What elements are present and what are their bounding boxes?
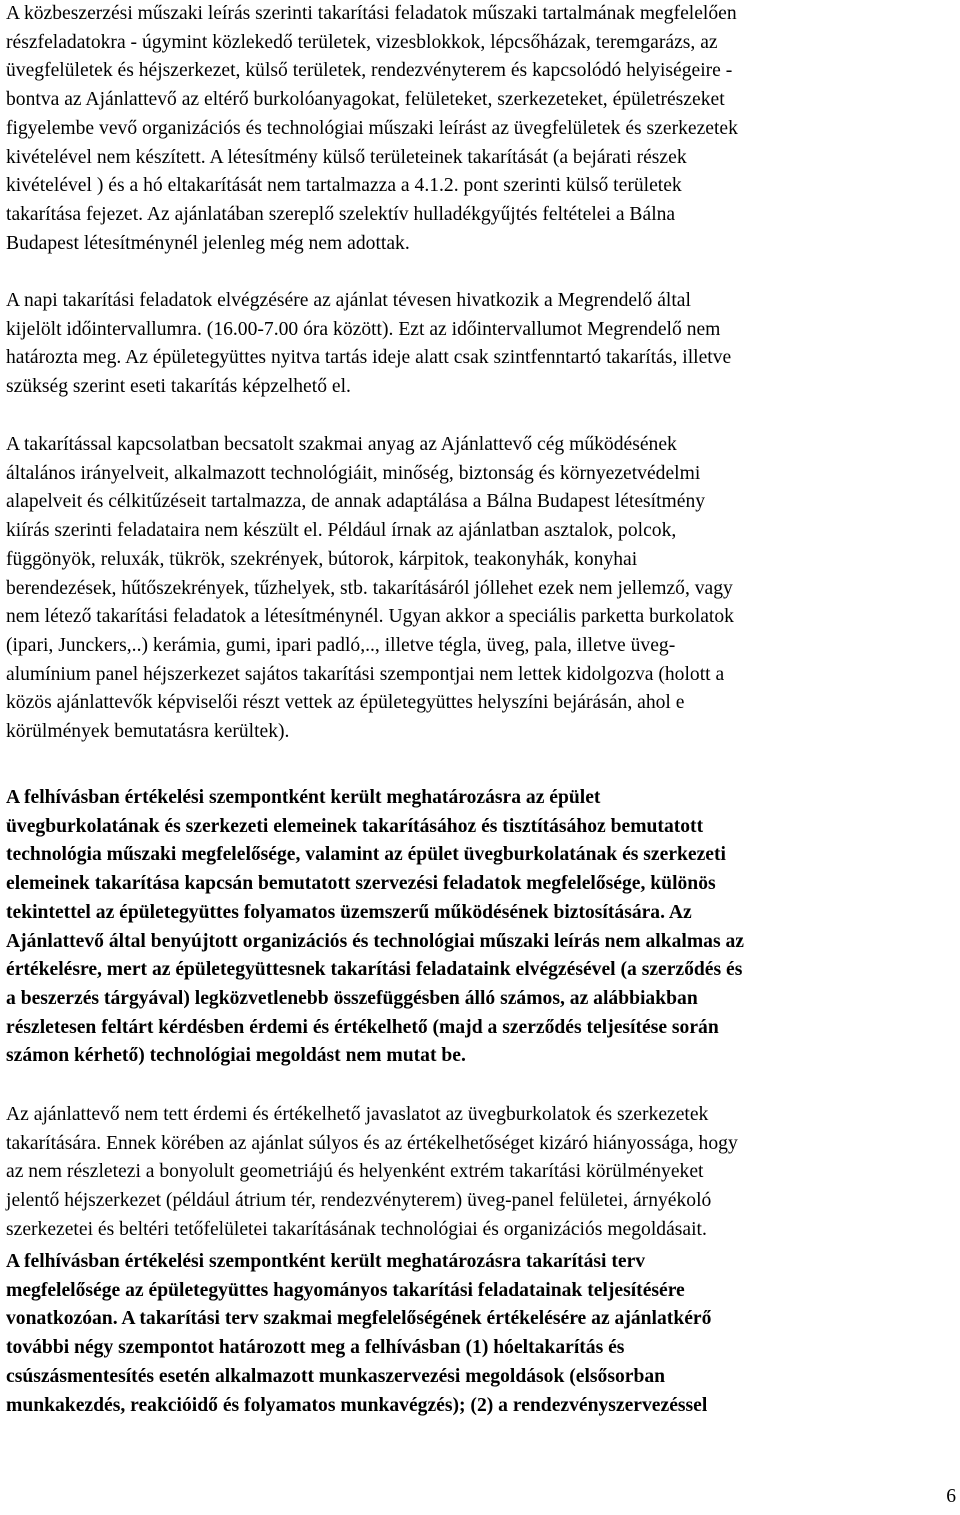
paragraph-cleaning-scope: A közbeszerzési műszaki leírás szerinti takarítási feladatok műszaki tartalmának megfelelően részfeladatokra - úgymint közlekedő területek, vizesblokkok, lépcsőházak, teremgarázs, az üvegfelületek és héjszerkezet, külső területek, rendezvényterem és kapcsolódó helyiségeire - bontva az Ajánlattevő az eltérő burkolóanyagokat, felületeket, szerkezeteket, épületrészeket figyelembe vevő organizációs és technológiai műszaki leírást az üvegfelületek és szerkezetek kivételével nem készített. A létesítmény külső területeinek takarítását (a bejárati részek kivételével ) és a hó eltakarítását nem tartalmazza a 4.1.2. pont szerinti külső területek takarítása fejezet. Az ajánlatában szereplő szelektív hulladékgyűjtés feltételei a Bálna Budapest létesítménynél jelenleg még nem adottak.: [6, 3, 738, 254]
paragraph-cleaning-plan-criteria: A felhívásban értékelési szempontként került meghatározásra takarítási terv megfelelősége az épületegyüttes hagyományos takarítási feladatainak teljesítésére vonatkozóan. A takarítási terv szakmai megfelelőségének értékelésére az ajánlatkérő további négy szempontot határozott meg a felhívásban (1) hóeltakarítás és csúszásmentesítés esetén alkalmazott munkaszervezési megoldások (elsősorban munkakezdés, reakcióidő és folyamatos munkavégzés); (2) a rendezvényszervezéssel: [6, 1251, 712, 1416]
paragraph-glass-evaluation-criteria: A felhívásban értékelési szempontként került meghatározásra az épület üvegburkolatának és szerkezeti elemeinek takarításához és tisztításához bemutatott technológia műszaki megfelelősége, valamint az épület üvegburkolatának és szerkezeti elemeinek takarítása kapcsán bemutatott szervezési feladatok megfelelősége, különös tekintettel az épületegyüttes folyamatos üzemszerű működésének biztosítására. Az Ajánlattevő által benyújtott organizációs és technológiai műszaki leírás nem alkalmas az értékelésre, mert az épületegyüttesnek takarítási feladataink elvégzésével (a szerződés és a beszerzés tárgyával) legközvetlenebb összefüggésben álló számos, az alábbiakban részletesen feltárt kérdésben érdemi és értékelhető (majd a szerződés teljesítése során számon kérhető) technológiai megoldást nem mutat be.: [6, 787, 744, 1067]
paragraph-submitted-material: A takarítással kapcsolatban becsatolt szakmai anyag az Ajánlattevő cég működésének általános irányelveit, alkalmazott technológiáit, minőség, biztonság és környezetvédelmi alapelveit és célkitűzéseit tartalmazza, de annak adaptálása a Bálna Budapest létesítmény kiírás szerinti feladataira nem készült el. Például írnak az ajánlatban asztalok, polcok, függönyök, reluxák, tükrök, szekrények, bútorok, kárpitok, teakonyhák, konyhai berendezések, hűtőszekrények, tűzhelyek, stb. takarításáról jóllehet ezek nem jellemző, vagy nem létező takarítási feladatok a létesítménynél. Ugyan akkor a speciális parketta burkolatok (ipari, Junckers,..) kerámia, gumi, ipari padló,.., illetve tégla, üveg, pala, illetve üveg- alumínium panel héjszerkezet sajátos takarítási szempontjai nem lettek kidolgozva (holott a közös ajánlattevők képviselői részt vettek az épületegyüttes helyszíni bejárásán, ahol e körülmények bemutatásra kerültek).: [6, 434, 734, 743]
page-number: 6: [946, 1486, 956, 1507]
paragraph-glass-proposal-deficiency: Az ajánlattevő nem tett érdemi és értékelhető javaslatot az üvegburkolatok és szerkezetek takarítására. Ennek körében az ajánlat súlyos és az értékelhetőséget kizáró hiányossága, hogy az nem részletezi a bonyolult geometriájú és helyenként extrém takarítási körülményeket jelentő héjszerkezet (például átrium tér, rendezvényterem) üveg-panel felületei, árnyékoló szerkezetei és beltéri tetőfelületei takarításának technológiai és organizációs megoldásait.: [6, 1104, 738, 1240]
paragraph-daily-cleaning-time: A napi takarítási feladatok elvégzésére az ajánlat tévesen hivatkozik a Megrendelő által kijelölt időintervallumra. (16.00-7.00 óra között). Ezt az időintervallumot Megrendelő nem határozta meg. Az épületegyüttes nyitva tartás ideje alatt csak szintfenntartó takarítás, illetve szükség szerint eseti takarítás képzelhető el.: [6, 290, 732, 398]
